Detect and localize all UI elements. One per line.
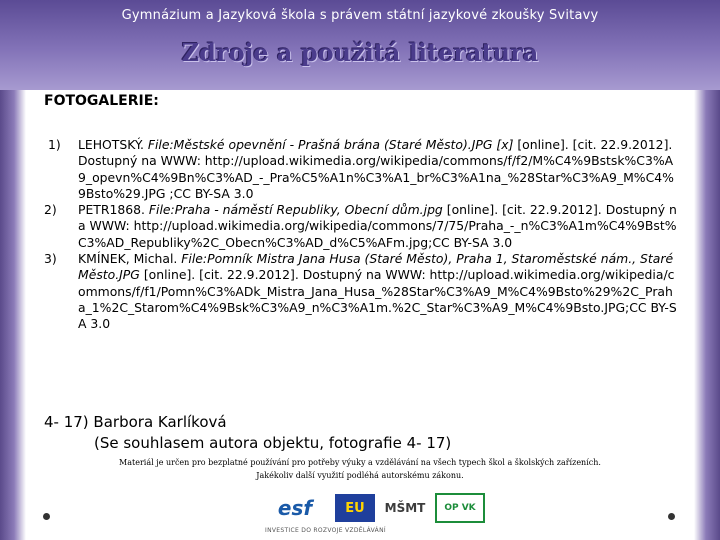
reference-item (44, 251, 680, 332)
author-credit (44, 412, 451, 454)
reference-title: File:Městské opevnění - Prašná brána (Staré Město).JPG [x] (147, 137, 514, 152)
author-line: 4- 17) Barbora Karlíková (44, 413, 227, 431)
school-name: Gymnázium a Jazyková škola s právem státní jazykové zkoušky Svitavy (121, 8, 599, 23)
reference-details: [online]. [cit. 22.9.2012]. Dostupný na WWW: http://upload.wikimedia.org/wikipedia/commons/f/f1/Pomn%C3%ADk_Mistra_Jana_Husa_%28Star%C3%A9_M%C4%9Bsto%29%2C_Praha_1%2C_Starom%C4%9Bsk%C3%A9_n%C3%A1m.%2C_Star%C3%A9_M%C4%9Bsto.JPG;CC BY-SA 3.0 (78, 267, 677, 332)
reference-author: KMÍNEK, Michal. (78, 251, 182, 267)
footer-caption: INVESTICE DO ROZVOJE VZDĚLÁVÁNÍ (265, 527, 386, 534)
reference-number: 2) (44, 202, 57, 218)
page-title: Zdroje a použitá literatura (181, 38, 539, 67)
bullet-dot-right (668, 513, 675, 520)
logo-strip (265, 488, 485, 528)
eu-flag-logo: EU (335, 494, 375, 522)
author-consent-line: (Se souhlasem autora objektu, fotografie 4- 17) (94, 434, 452, 452)
notice-line: Materiál je určen pro bezplatné používání pro potřeby výuky a vzdělávání na všech typech škol a školských zařízeních. (119, 458, 601, 467)
bullet-dot-left (43, 513, 50, 520)
reference-details: [online]. [cit. 22.9.2012]. Dostupný na WWW: http://upload.wikimedia.org/wikipedia/commons/7/75/Praha_-_n%C3%A1m%C4%9Bst%C3%AD_Republiky%2C_Obecn%C3%AD_d%C5%AFm.jpg;CC BY-SA 3.0 (78, 202, 677, 250)
reference-title: File:Praha - náměstí Republiky, Obecní dům.jpg (148, 202, 443, 218)
reference-author: LEHOTSKÝ. (78, 137, 148, 152)
notice-line: Jakékoliv další využití podléhá autorskému zákonu. (256, 471, 464, 480)
reference-author: PETR1868. (78, 202, 149, 218)
reference-title: File:Pomník Mistra Jana Husa (Staré Město), Praha 1, Staroměstské nám., Staré Město.JPG (78, 251, 674, 283)
reference-number: 3) (44, 251, 57, 267)
esf-logo: esf (277, 496, 313, 520)
reference-list (44, 137, 680, 333)
reference-number: 1) (48, 137, 61, 152)
reference-item (44, 202, 680, 251)
section-label: FOTOGALERIE: (44, 93, 159, 109)
reference-details: [online]. [cit. 22.9.2012]. Dostupný na WWW: http://upload.wikimedia.org/wikipedia/commons/f/f2/M%C4%9Bstsk%C3%A9_opevn%C4%9Bn%C3%AD_-_Pra%C5%A1n%C3%A1_br%C3%A1na_%28Star%C3%A9_M%C4%9Bsto%29.JPG ;CC BY-SA 3.0 (78, 137, 674, 201)
msmt-logo: MŠMT (384, 501, 426, 515)
usage-notice (0, 456, 720, 482)
reference-item (44, 137, 680, 202)
op-vk-logo: OP VK (435, 493, 485, 523)
